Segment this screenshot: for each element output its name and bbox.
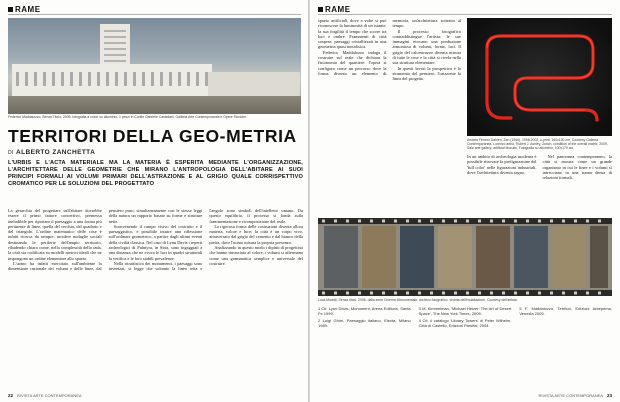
body-paragraph: In questi lavori la prospettiva è lo strumento del pensiero, l'orizzonte la linea del progetto. — [392, 65, 461, 82]
rubric-square-icon — [8, 7, 13, 12]
footnote: 3 M. Kimmelman, 'Michael Heizer: The Art of Desert Space', The New York Times, 2005. — [418, 306, 512, 316]
section-rubric-right: RAME — [318, 5, 351, 14]
body-paragraph: Federico Maddalozzo indaga il costruire sul reale che dichiara la fisionomia del quartiere: l'opera si configura come un percorso dove la forma diventa un elemento di memoria, un'architettura sottratta al tempo. — [318, 18, 461, 76]
rubric-rule — [318, 14, 612, 15]
footnote: 1 Cfr. Lynn Davis, Monument, Arena Editions, Santa Fe 1999. — [318, 306, 411, 316]
footnotes — [318, 306, 612, 392]
body-paragraph: Sconvenendo il campo visivo del costruito e il paesaggistico, è possibile intuire una riflessione sull'ordinare geometrico, a partire dagli ultimi eventi della civiltà classica. Nel caso di Lynn Davis i reperti archeologici di Palmyra, in Siria, sono ingaggiati a una distanza che ne evoca le luci in quadri strutturali la verifica e le loro stabili prevalenze. — [108, 223, 203, 261]
body-paragraph: L'uomo ha infatti esercitato sull'ambiente la dimensione razionale dei volumi e delle linee, dal pensiero puro; simultaneamente con le stesse leggi della natura un rapporto basato su forme e strutture nette. — [8, 208, 203, 272]
article-body — [8, 208, 303, 390]
article-title: TERRITORI DELLA GEO-METRIA — [8, 126, 297, 146]
page-number: 23 — [606, 393, 612, 398]
body-paragraph: La rigorosa forma delle costruzioni diventa allora materia, colore e luce; la città è un corpo vivo, attraversato dal grigio del cemento e dal bianco della pietra, dove l'uomo misura la propria presenza. — [209, 223, 303, 245]
article-body-side — [467, 154, 612, 214]
left-page — [0, 0, 309, 402]
folio-right: RIVISTA ARTE CONTEMPORANEA 23 — [538, 393, 612, 398]
author-name: ALBERTO ZANCHETTA — [16, 149, 96, 156]
rubric-rule — [8, 14, 301, 15]
photo-caption: Federico Maddalozzo, Senza Titolo, 2009, fotografia a colori su alluminio, 1 pezzi in Cortile Gabriele Castellani, Galleria Arte Contemporanea e Opere Storiche. — [8, 115, 247, 119]
body-paragraph: Analizzando in questo modo i dipinti di progettisti che hanno rinunciato al colore, i volumi si affermano come una grammatica semplice e universale del costruire. — [209, 245, 303, 266]
folio-left: 22 RIVISTA ARTE CONTEMPORANEA — [8, 393, 82, 398]
lead-paragraph: L'URBIS E L'ACTA MATERIALE MA LA MATERIA È ESPERITA MEDIANTE L'ORGANIZZAZIONE, L'ARCHITETTARE DELLE GEOMETRIE CHE MIRANO L'ANTROPOLOGIA DELL'ABITARE AI SUOI PRINCIPI FORMALI AI VOLUMI PRIMARI DELL'ASTRAZIONE E AL GRIGIO QUALE CORRISPETTIVO CROMATICO PER LE SOLUZIONI DEL PROGETTATO — [8, 160, 303, 188]
film-strip-artwork — [318, 218, 612, 296]
right-page — [310, 0, 620, 402]
body-paragraph: spazio artificiali, dove a volte si può riconoscere la luminosità di un istante, la sua fragilità il tempo che scorre tra luci e ombre. Frammenti di città sospese, paesaggi cristallizzati in una geometria quasi metafisica. — [318, 18, 387, 50]
footnote: 2 Luigi Ghirri, Paesaggio italiano, Electa, Milano 1989. — [318, 318, 411, 328]
body-paragraph: Nella ritrattistica dei monumenti, i paesaggi sono inventari, si legge che soltanto la linea retta e l'angolo sono simboli dell'intelletto umano. Da questo equilibrio, il processo si fonda sulla frammentazione e ricomposizione del reale. — [108, 208, 303, 272]
page-number: 22 — [8, 393, 14, 398]
neon-loop-photo — [467, 18, 612, 136]
building-photo — [8, 18, 301, 114]
body-paragraph: Il processo fotografico contraddistingue l'artista: le sue immagini evocano una produzione armoniosa di volumi, forme, luci. Il grigio del calcestruzzo diventa misura di tutte le cose e la città si rivela nella sua struttura elementare. — [392, 28, 461, 66]
footnote: 4 Cfr. il catalogo 'Library Towers' di Peter Wilhelm, Città di Castello, Edizioni Parsifal, 2004. — [418, 318, 512, 328]
rubric-square-icon — [318, 7, 323, 12]
film-strip-photo — [318, 218, 612, 296]
section-rubric-left: RAME — [8, 5, 41, 14]
body-paragraph: Nel panorama contemporaneo, la città si mostra come un grande organismo in cui le linee e i volumi si intrecciano in una trama densa di relazioni formali. — [542, 154, 612, 181]
photo-caption: Andrea Ferrero Dahlen, Zen (1966), 1998-2002, c-print, 160x130 cm, Courtesy Galleria Contemporanea, Lorenzo artist, Robert J. Ashley, Zurich, condition of the overall matrix, 2009, Sala arte gallery, artificial biscuits, Fotografia su alluminio, 100x170 cm. — [467, 138, 608, 151]
byline: DI ALBERTO ZANCHETTA — [8, 149, 96, 156]
body-paragraph: In un ambito di archeologia moderna è possibile ritrovare la prefigurazione del 'full color' nelle figurazioni industriali, dove l'architettura diventa segno. — [467, 154, 537, 175]
body-paragraph: La gerarchia del progettare sull'abitare dovrebbe essere il primo fattore concertivo, premessa ineludibile per riportare il paesaggio a una forma più pertinente di linee, quella del cerchio, del quadrato e del triangolo. L'ordine matematico delle cose è infatti ricerca da sempre: incidere nodaglie sociali destinando le periferie dell'ampio territorio, ribadendo chiaro come, nella complessità della rada, la città sia codificata su modelli metrici ideali che ne impongono un ordine elementare allo spazio. — [8, 208, 102, 261]
photo-caption: Luca Moretti, Senza titolo, 2008, dalla serie Cinema Monumentale, archivio fotografico, veduta dell'installazione, Courtesy dell'artista. — [318, 298, 518, 302]
neon-loop-artwork — [467, 18, 612, 136]
footnote: 5 F. Maddalozzo, Territori, Edizioni Anteprima, Venezia 2009. — [519, 306, 612, 316]
article-body-continued — [318, 18, 461, 214]
